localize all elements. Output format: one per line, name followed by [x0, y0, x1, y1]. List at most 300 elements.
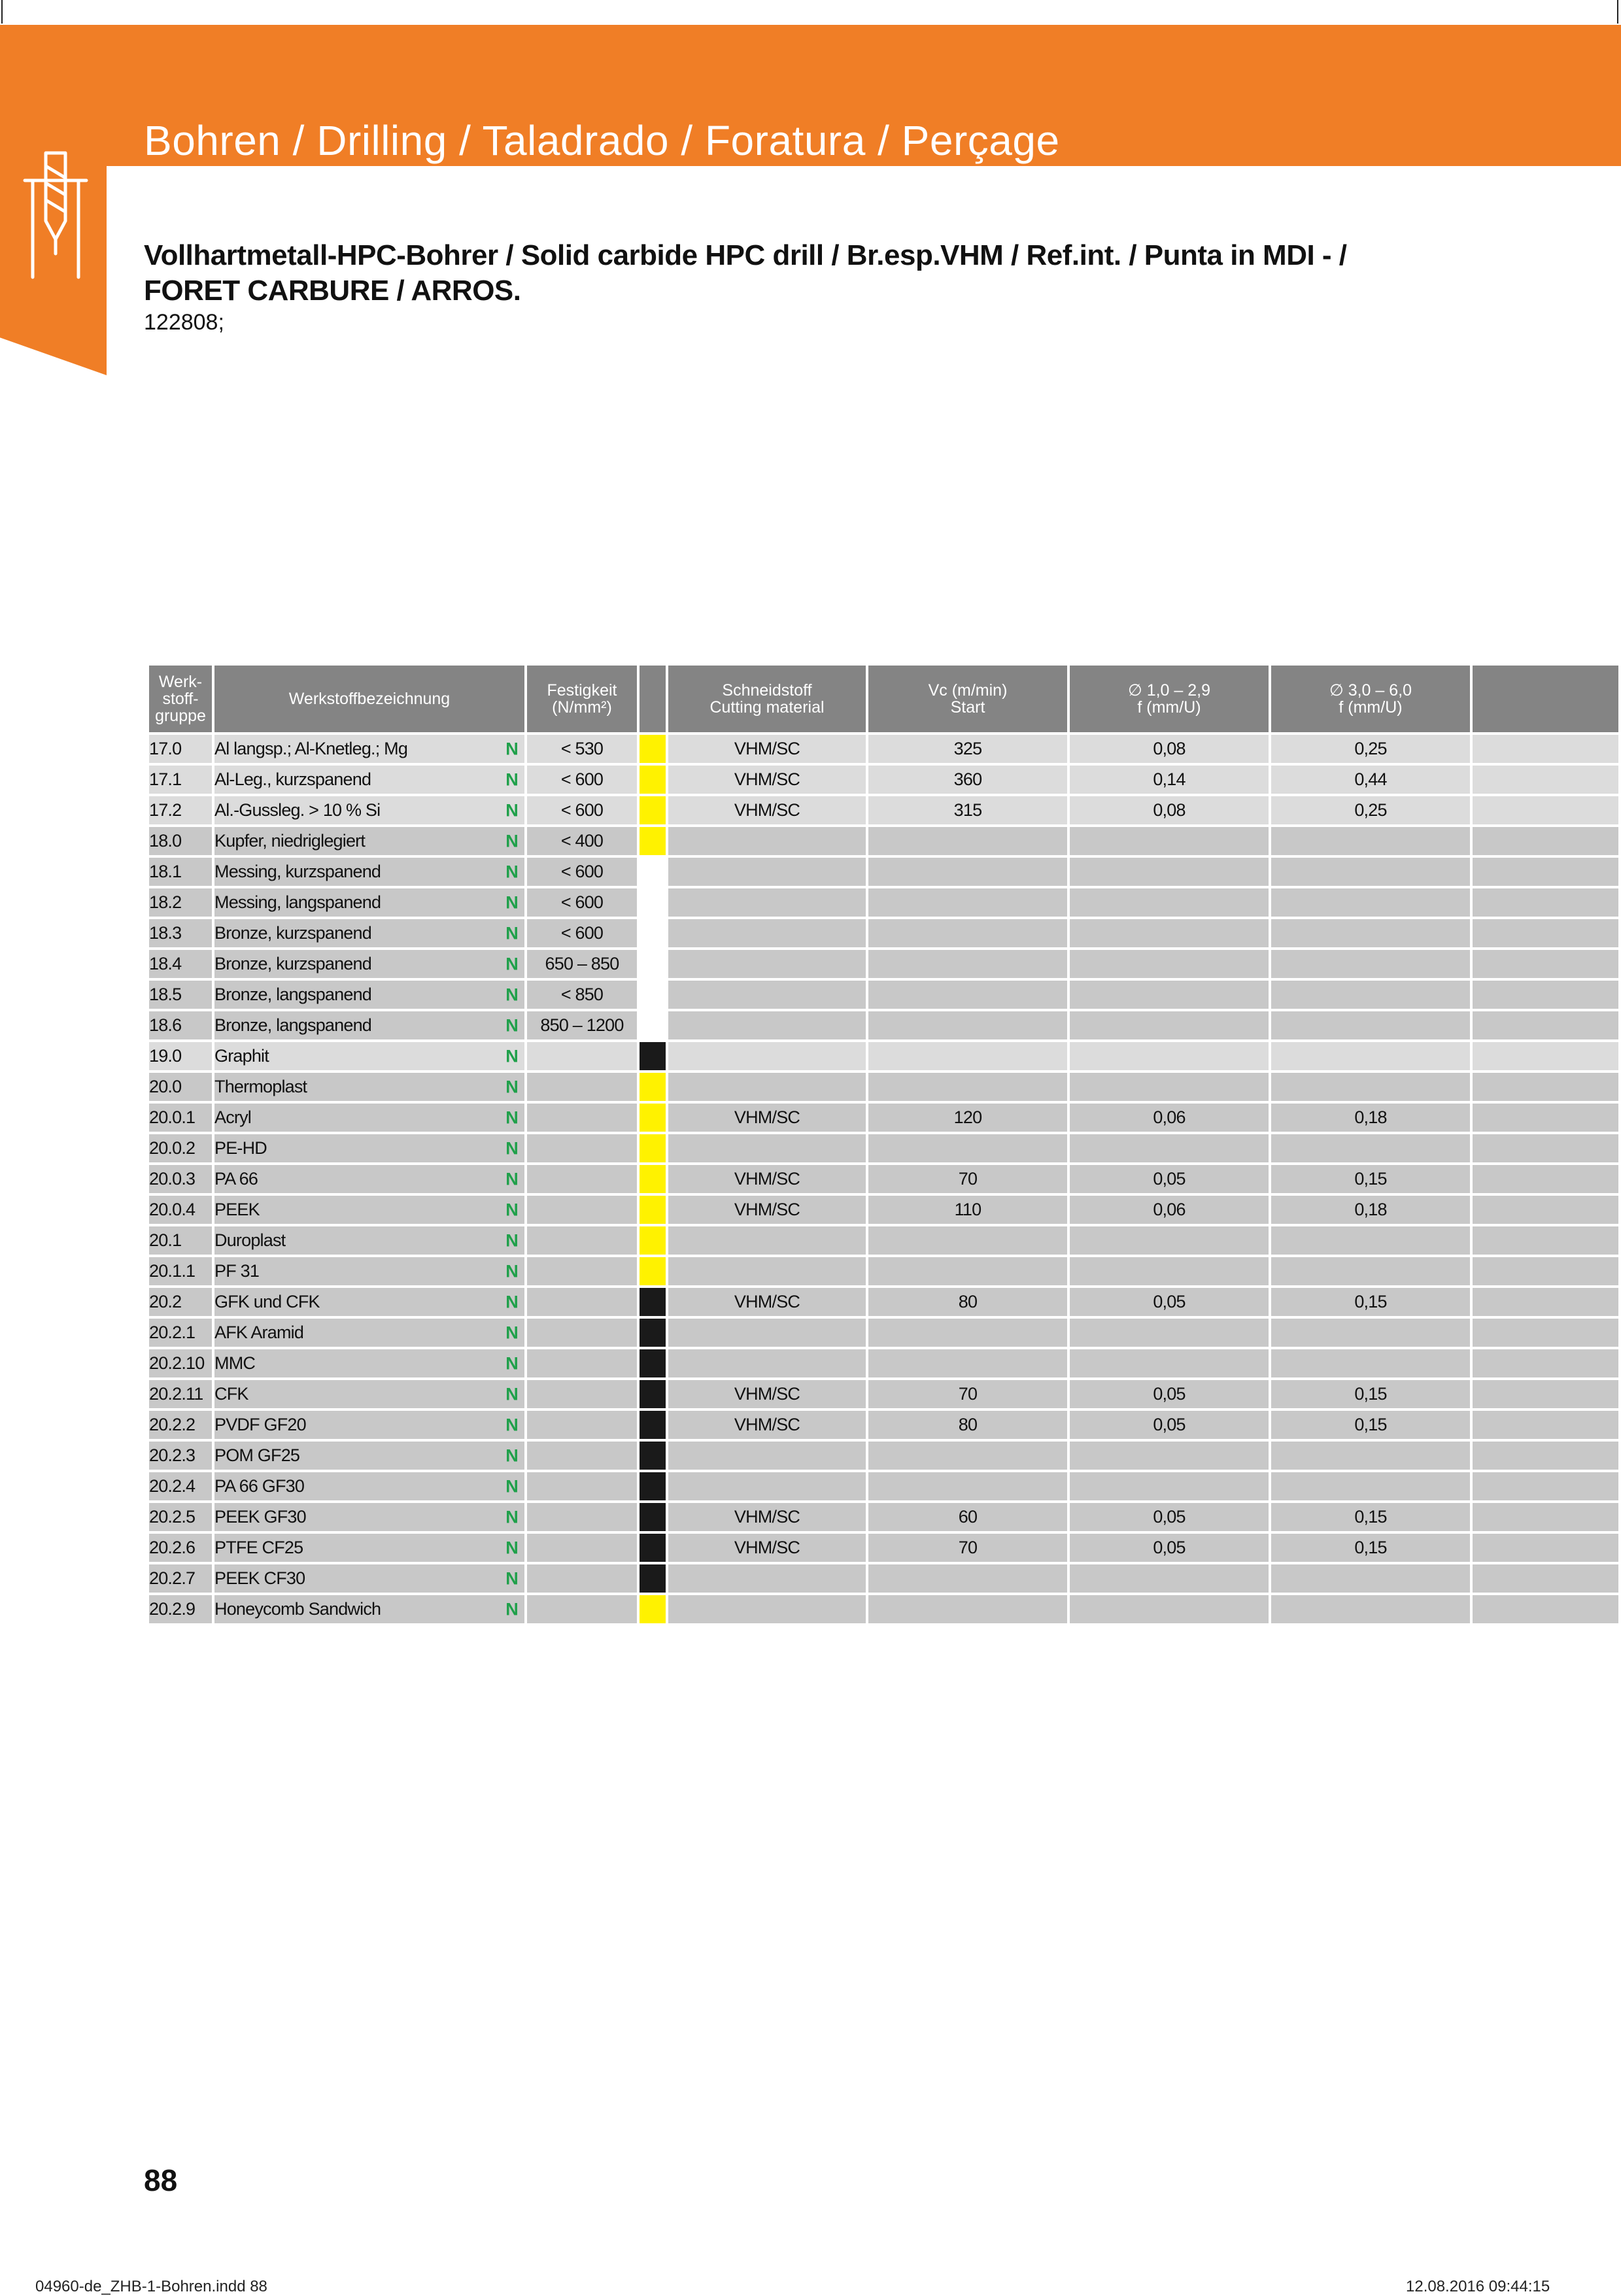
material-group-badge: N	[505, 1046, 518, 1066]
cell-feed-small	[1070, 981, 1269, 1009]
material-group-badge: N	[505, 1107, 518, 1127]
material-name: PF 31	[214, 1261, 260, 1281]
cell-feed-large	[1271, 981, 1470, 1009]
table-body	[149, 735, 1618, 1623]
cell-material-name	[214, 1257, 524, 1285]
cell-feed-small	[1070, 919, 1269, 947]
material-name: PA 66	[214, 1169, 258, 1189]
cell-extra	[1473, 827, 1618, 855]
cell-extra	[1473, 1472, 1618, 1500]
cell-group-code: 20.0.2	[149, 1134, 212, 1162]
cell-cutting-material: VHM/SC	[668, 1380, 866, 1408]
header-swatch	[640, 666, 666, 732]
cell-extra	[1473, 1503, 1618, 1531]
cell-feed-large	[1271, 888, 1470, 917]
cell-extra	[1473, 1226, 1618, 1255]
cell-extra	[1473, 1134, 1618, 1162]
material-swatch	[640, 1442, 666, 1470]
material-group-badge: N	[505, 769, 518, 789]
cell-feed-large: 0,15	[1271, 1165, 1470, 1193]
material-swatch	[640, 1472, 666, 1500]
cell-cutting-material	[668, 1011, 866, 1039]
material-swatch	[640, 858, 666, 886]
cell-strength	[527, 1165, 637, 1193]
cell-cutting-speed	[868, 1319, 1067, 1347]
material-group-badge: N	[505, 862, 518, 881]
cell-group-code: 20.2.10	[149, 1349, 212, 1377]
table-row	[149, 1196, 1618, 1224]
cell-extra	[1473, 919, 1618, 947]
cell-cutting-speed: 315	[868, 796, 1067, 824]
cell-extra	[1473, 1564, 1618, 1593]
cell-cutting-speed	[868, 858, 1067, 886]
header-vc: Vc (m/min) Start	[868, 666, 1067, 732]
cell-extra	[1473, 1595, 1618, 1623]
material-group-badge: N	[505, 800, 518, 820]
material-group-badge: N	[505, 1323, 518, 1342]
header-group: Werk- stoff- gruppe	[149, 666, 212, 732]
cell-material-name	[214, 796, 524, 824]
cell-material-name	[214, 1595, 524, 1623]
table-row	[149, 1564, 1618, 1593]
material-group-badge: N	[505, 739, 518, 758]
cell-extra	[1473, 1288, 1618, 1316]
cell-strength: 650 – 850	[527, 950, 637, 978]
material-name: MMC	[214, 1353, 256, 1373]
material-name: Al langsp.; Al-Knetleg.; Mg	[214, 739, 408, 758]
cell-feed-small	[1070, 1472, 1269, 1500]
cell-group-code: 17.2	[149, 796, 212, 824]
material-swatch	[640, 1042, 666, 1070]
cell-feed-large	[1271, 1595, 1470, 1623]
cell-cutting-material	[668, 1319, 866, 1347]
cell-cutting-speed	[868, 950, 1067, 978]
cell-cutting-material	[668, 1073, 866, 1101]
table-row	[149, 981, 1618, 1009]
cell-feed-large: 0,15	[1271, 1411, 1470, 1439]
cell-group-code: 20.0.3	[149, 1165, 212, 1193]
cell-group-code: 20.2	[149, 1288, 212, 1316]
cell-strength: 850 – 1200	[527, 1011, 637, 1039]
crop-mark-right	[1617, 0, 1618, 24]
header-strength: Festigkeit (N/mm²)	[527, 666, 637, 732]
header-feed-small: ∅ 1,0 – 2,9 f (mm/U)	[1070, 666, 1269, 732]
material-swatch	[640, 1288, 666, 1316]
table-row	[149, 1257, 1618, 1285]
cell-feed-small	[1070, 1442, 1269, 1470]
cell-feed-small	[1070, 1595, 1269, 1623]
cell-material-name	[214, 1288, 524, 1316]
cell-cutting-material	[668, 827, 866, 855]
cell-cutting-material: VHM/SC	[668, 1503, 866, 1531]
table-row	[149, 1349, 1618, 1377]
material-swatch	[640, 1534, 666, 1562]
material-swatch	[640, 1134, 666, 1162]
cell-feed-small: 0,05	[1070, 1380, 1269, 1408]
cell-cutting-speed	[868, 827, 1067, 855]
cell-group-code: 19.0	[149, 1042, 212, 1070]
header-feed-large: ∅ 3,0 – 6,0 f (mm/U)	[1271, 666, 1470, 732]
material-group-badge: N	[505, 1261, 518, 1281]
material-name: PE-HD	[214, 1138, 267, 1158]
cell-feed-small	[1070, 827, 1269, 855]
material-group-badge: N	[505, 1200, 518, 1219]
material-name: Bronze, langspanend	[214, 985, 371, 1004]
cell-feed-large	[1271, 1011, 1470, 1039]
cell-feed-large	[1271, 1226, 1470, 1255]
table-row	[149, 888, 1618, 917]
cell-strength	[527, 1564, 637, 1593]
material-name: CFK	[214, 1384, 248, 1404]
cell-group-code: 20.2.7	[149, 1564, 212, 1593]
cell-extra	[1473, 1104, 1618, 1132]
cell-cutting-speed	[868, 919, 1067, 947]
material-name: Bronze, langspanend	[214, 1015, 371, 1035]
material-group-badge: N	[505, 985, 518, 1004]
cell-cutting-speed	[868, 981, 1067, 1009]
cell-material-name	[214, 1564, 524, 1593]
material-group-badge: N	[505, 1384, 518, 1404]
material-name: Bronze, kurzspanend	[214, 923, 371, 943]
table-row	[149, 1472, 1618, 1500]
cell-material-name	[214, 950, 524, 978]
table-row	[149, 1595, 1618, 1623]
cutting-data-table	[146, 663, 1621, 1626]
cell-feed-small	[1070, 1134, 1269, 1162]
cell-feed-large: 0,15	[1271, 1534, 1470, 1562]
material-swatch	[640, 1380, 666, 1408]
cell-cutting-speed	[868, 1595, 1067, 1623]
table-row	[149, 735, 1618, 763]
table-row	[149, 919, 1618, 947]
cell-strength	[527, 1196, 637, 1224]
material-name: PTFE CF25	[214, 1538, 303, 1557]
material-name: Kupfer, niedriglegiert	[214, 831, 366, 851]
material-swatch	[640, 1165, 666, 1193]
cell-strength: < 600	[527, 888, 637, 917]
cell-cutting-speed	[868, 1134, 1067, 1162]
cell-feed-large: 0,25	[1271, 735, 1470, 763]
material-swatch	[640, 735, 666, 763]
cell-cutting-speed: 360	[868, 766, 1067, 794]
cell-group-code: 18.0	[149, 827, 212, 855]
material-group-badge: N	[505, 1445, 518, 1465]
material-group-badge: N	[505, 1353, 518, 1373]
material-group-badge: N	[505, 1077, 518, 1096]
material-group-badge: N	[505, 831, 518, 851]
cell-cutting-material: VHM/SC	[668, 1411, 866, 1439]
cell-strength: < 600	[527, 796, 637, 824]
material-group-badge: N	[505, 1507, 518, 1527]
cell-feed-large	[1271, 919, 1470, 947]
cell-group-code: 20.0	[149, 1073, 212, 1101]
cell-feed-small: 0,05	[1070, 1165, 1269, 1193]
cell-strength: < 530	[527, 735, 637, 763]
cell-material-name	[214, 1011, 524, 1039]
cell-extra	[1473, 950, 1618, 978]
table-row	[149, 827, 1618, 855]
material-swatch	[640, 981, 666, 1009]
cell-group-code: 20.2.5	[149, 1503, 212, 1531]
cell-extra	[1473, 1042, 1618, 1070]
cell-strength	[527, 1226, 637, 1255]
cell-extra	[1473, 1380, 1618, 1408]
material-name: PEEK	[214, 1200, 260, 1219]
cell-strength	[527, 1073, 637, 1101]
material-group-badge: N	[505, 1015, 518, 1035]
cell-feed-large	[1271, 1073, 1470, 1101]
cell-cutting-material	[668, 1349, 866, 1377]
material-name: Honeycomb Sandwich	[214, 1599, 381, 1619]
cell-material-name	[214, 1226, 524, 1255]
cell-extra	[1473, 1011, 1618, 1039]
cell-extra	[1473, 981, 1618, 1009]
cell-extra	[1473, 1073, 1618, 1101]
table-row	[149, 1011, 1618, 1039]
table-row	[149, 766, 1618, 794]
table-row	[149, 950, 1618, 978]
cell-cutting-speed: 70	[868, 1534, 1067, 1562]
cell-material-name	[214, 981, 524, 1009]
cell-feed-small	[1070, 1319, 1269, 1347]
table-row	[149, 1073, 1618, 1101]
material-name: Graphit	[214, 1046, 269, 1066]
cell-cutting-speed	[868, 1073, 1067, 1101]
cell-group-code: 20.2.3	[149, 1442, 212, 1470]
cell-material-name	[214, 1534, 524, 1562]
cell-cutting-speed	[868, 1226, 1067, 1255]
cell-feed-small: 0,06	[1070, 1196, 1269, 1224]
cell-feed-small	[1070, 1042, 1269, 1070]
cell-group-code: 17.1	[149, 766, 212, 794]
cell-extra	[1473, 1442, 1618, 1470]
material-swatch	[640, 1564, 666, 1593]
cell-feed-large: 0,15	[1271, 1288, 1470, 1316]
product-title	[144, 238, 1452, 309]
cell-strength	[527, 1042, 637, 1070]
table-row	[149, 1134, 1618, 1162]
material-name: POM GF25	[214, 1445, 300, 1465]
cell-cutting-speed: 120	[868, 1104, 1067, 1132]
cell-feed-small	[1070, 1349, 1269, 1377]
material-swatch	[640, 766, 666, 794]
cell-cutting-material: VHM/SC	[668, 735, 866, 763]
cell-feed-large	[1271, 1564, 1470, 1593]
cell-group-code: 20.2.2	[149, 1411, 212, 1439]
cell-cutting-material	[668, 1472, 866, 1500]
material-swatch	[640, 1011, 666, 1039]
cell-cutting-material	[668, 1257, 866, 1285]
cell-feed-large	[1271, 1472, 1470, 1500]
cell-material-name	[214, 919, 524, 947]
material-swatch	[640, 1319, 666, 1347]
footer-file-name: 04960-de_ZHB-1-Bohren.indd 88	[35, 2278, 267, 2295]
cell-group-code: 20.1	[149, 1226, 212, 1255]
cell-cutting-material: VHM/SC	[668, 1104, 866, 1132]
cell-extra	[1473, 766, 1618, 794]
product-title-line1: Vollhartmetall-HPC-Bohrer / Solid carbide HPC drill / Br.esp.VHM / Ref.int. / Punta in MDI - /	[144, 239, 1347, 271]
cell-cutting-speed: 70	[868, 1165, 1067, 1193]
cell-feed-large: 0,25	[1271, 796, 1470, 824]
cell-cutting-speed: 325	[868, 735, 1067, 763]
page-title: Bohren / Drilling / Taladrado / Foratura / Perçage	[144, 117, 1060, 164]
cell-cutting-material	[668, 981, 866, 1009]
cell-cutting-speed: 110	[868, 1196, 1067, 1224]
cell-cutting-material: VHM/SC	[668, 1196, 866, 1224]
cell-group-code: 20.1.1	[149, 1257, 212, 1285]
cell-feed-small	[1070, 950, 1269, 978]
cell-strength	[527, 1319, 637, 1347]
cell-feed-large	[1271, 1257, 1470, 1285]
material-name: PEEK GF30	[214, 1507, 306, 1527]
cell-feed-large: 0,18	[1271, 1196, 1470, 1224]
cell-strength	[527, 1534, 637, 1562]
material-name: Acryl	[214, 1107, 251, 1127]
crop-mark-left	[1, 0, 3, 24]
material-swatch	[640, 1411, 666, 1439]
cell-feed-large	[1271, 1442, 1470, 1470]
material-name: Al.-Gussleg. > 10 % Si	[214, 800, 381, 820]
cell-group-code: 20.0.1	[149, 1104, 212, 1132]
cell-feed-large	[1271, 1319, 1470, 1347]
cell-strength	[527, 1257, 637, 1285]
material-swatch	[640, 827, 666, 855]
material-name: Thermoplast	[214, 1077, 307, 1096]
material-swatch	[640, 1503, 666, 1531]
material-name: PVDF GF20	[214, 1415, 306, 1434]
material-group-badge: N	[505, 892, 518, 912]
cell-extra	[1473, 1411, 1618, 1439]
cell-material-name	[214, 1196, 524, 1224]
cell-feed-small: 0,05	[1070, 1288, 1269, 1316]
cell-cutting-material	[668, 858, 866, 886]
cell-extra	[1473, 1349, 1618, 1377]
cell-group-code: 18.5	[149, 981, 212, 1009]
cell-cutting-speed	[868, 888, 1067, 917]
article-number: 122808;	[144, 310, 224, 335]
cell-cutting-material	[668, 888, 866, 917]
cell-strength	[527, 1472, 637, 1500]
cell-feed-small: 0,05	[1070, 1411, 1269, 1439]
cell-material-name	[214, 1165, 524, 1193]
material-swatch	[640, 888, 666, 917]
cell-material-name	[214, 1411, 524, 1439]
cell-cutting-material: VHM/SC	[668, 1165, 866, 1193]
cell-feed-large	[1271, 827, 1470, 855]
cell-group-code: 20.2.1	[149, 1319, 212, 1347]
material-name: PA 66 GF30	[214, 1476, 305, 1496]
cell-strength: < 850	[527, 981, 637, 1009]
cell-material-name	[214, 1472, 524, 1500]
table-row	[149, 858, 1618, 886]
cell-group-code: 20.0.4	[149, 1196, 212, 1224]
cell-cutting-material	[668, 1442, 866, 1470]
cell-material-name	[214, 827, 524, 855]
material-swatch	[640, 1104, 666, 1132]
table-row	[149, 1411, 1618, 1439]
cell-cutting-material: VHM/SC	[668, 766, 866, 794]
table-row	[149, 1442, 1618, 1470]
cell-feed-large	[1271, 950, 1470, 978]
material-group-badge: N	[505, 1415, 518, 1434]
cell-group-code: 17.0	[149, 735, 212, 763]
product-title-line2: FORET CARBURE / ARROS.	[144, 275, 521, 307]
material-name: AFK Aramid	[214, 1323, 304, 1342]
cell-cutting-speed	[868, 1472, 1067, 1500]
material-group-badge: N	[505, 1476, 518, 1496]
table-row	[149, 1165, 1618, 1193]
material-swatch	[640, 1257, 666, 1285]
cell-cutting-speed	[868, 1042, 1067, 1070]
material-group-badge: N	[505, 1138, 518, 1158]
table-row	[149, 796, 1618, 824]
header-extra	[1473, 666, 1618, 732]
material-swatch	[640, 1226, 666, 1255]
cell-strength: < 400	[527, 827, 637, 855]
cell-strength	[527, 1104, 637, 1132]
cell-cutting-material: VHM/SC	[668, 1534, 866, 1562]
table-row	[149, 1226, 1618, 1255]
cell-extra	[1473, 1165, 1618, 1193]
cell-strength	[527, 1503, 637, 1531]
cell-material-name	[214, 735, 524, 763]
cell-material-name	[214, 858, 524, 886]
material-name: Al-Leg., kurzspanend	[214, 769, 371, 789]
cell-feed-large	[1271, 1042, 1470, 1070]
cell-feed-small	[1070, 1073, 1269, 1101]
cell-material-name	[214, 1442, 524, 1470]
cell-strength	[527, 1411, 637, 1439]
material-group-badge: N	[505, 1230, 518, 1250]
cell-material-name	[214, 1319, 524, 1347]
cell-cutting-speed	[868, 1011, 1067, 1039]
cell-feed-small	[1070, 858, 1269, 886]
cell-feed-small: 0,08	[1070, 735, 1269, 763]
cell-cutting-speed: 80	[868, 1411, 1067, 1439]
cell-extra	[1473, 1319, 1618, 1347]
table-row	[149, 1503, 1618, 1531]
cell-material-name	[214, 1134, 524, 1162]
cell-extra	[1473, 1257, 1618, 1285]
table-row	[149, 1319, 1618, 1347]
cell-group-code: 20.2.11	[149, 1380, 212, 1408]
cell-strength	[527, 1595, 637, 1623]
cell-group-code: 20.2.9	[149, 1595, 212, 1623]
cell-strength: < 600	[527, 766, 637, 794]
table-row	[149, 1042, 1618, 1070]
material-name: Bronze, kurzspanend	[214, 954, 371, 973]
cell-cutting-speed	[868, 1442, 1067, 1470]
material-name: PEEK CF30	[214, 1568, 305, 1588]
cell-extra	[1473, 1196, 1618, 1224]
cell-cutting-material	[668, 1564, 866, 1593]
cell-material-name	[214, 1104, 524, 1132]
material-group-badge: N	[505, 1599, 518, 1619]
material-swatch	[640, 950, 666, 978]
cell-strength: < 600	[527, 919, 637, 947]
cell-extra	[1473, 1534, 1618, 1562]
cell-feed-small	[1070, 888, 1269, 917]
cell-group-code: 18.4	[149, 950, 212, 978]
material-group-badge: N	[505, 923, 518, 943]
cell-feed-small	[1070, 1011, 1269, 1039]
cell-material-name	[214, 1073, 524, 1101]
header-banner	[0, 25, 1621, 166]
table-header-row	[149, 666, 1618, 732]
material-swatch	[640, 796, 666, 824]
material-name: Duroplast	[214, 1230, 286, 1250]
cell-cutting-material	[668, 1042, 866, 1070]
